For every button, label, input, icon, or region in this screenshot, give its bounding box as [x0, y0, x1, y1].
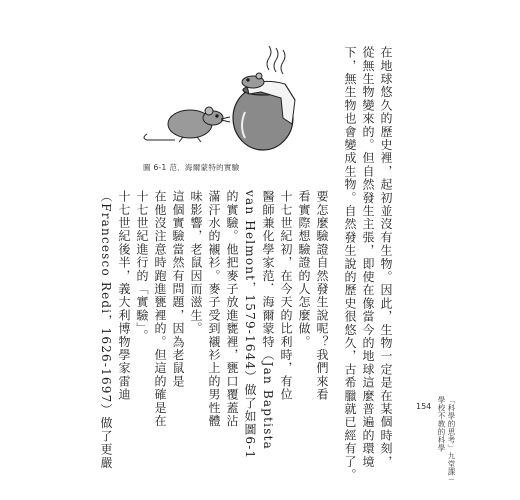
text-column: （Francesco Redi，1626-1697）做了更嚴 [99, 190, 113, 470]
text-column: 十七世紀進行的「實驗」。 [135, 190, 149, 343]
text-column: 十七世紀初，在今天的比利時，有位 [279, 190, 293, 402]
text-column: 在地球悠久的歷史裡，起初並沒有生物。因此，生物一定是在某個時刻， [379, 46, 393, 469]
text-column: 十七世紀後半，義大利博物學家雷迪 [117, 190, 131, 402]
text-column: 下，無生物也會變成生物。自然發生說的歷史很悠久，古希臘就已經有了。 [343, 46, 357, 482]
text-column: van Helmont，1579-1644）做了如圖6-1 [243, 190, 257, 460]
text-column: 味影響，老鼠因而滋生。 [189, 190, 203, 336]
running-head-line: 「科學的思考」九堂課－ [447, 396, 456, 484]
text-column: 要怎麼驗證自然發生說呢？我們來看 [315, 190, 329, 402]
mouse-in-jar-figure [242, 73, 264, 88]
mouse-and-jar-illustration [135, 42, 315, 157]
text-column: 看實際想驗證的人怎麼做。 [297, 190, 311, 349]
odor-lines [267, 46, 285, 74]
text-column: 從無生物變來的。但自然發生主張，即使在像當今的地球這麼普遍的環境 [361, 46, 375, 469]
text-column: 滿汗水的襯衫。麥子受到襯衫上的男性體 [207, 190, 221, 428]
mouse-figure [144, 107, 230, 142]
figure-caption: 圖 6-1 范．海爾蒙特的實驗 [143, 163, 240, 172]
text-column: 這個實驗當然有問題，因為老鼠是 [171, 190, 185, 388]
text-column: 在他沒注意時跑進甕裡的。但這的確是在 [153, 190, 167, 428]
text-column: 的實驗。他把麥子放進甕裡，甕口覆蓋沾 [225, 190, 239, 428]
page-number: 154 [416, 402, 432, 411]
running-head-line: 學校不教的科學 [437, 396, 446, 452]
text-column: 醫師兼化學家范．海爾蒙特（Jan Baptista [261, 190, 275, 450]
